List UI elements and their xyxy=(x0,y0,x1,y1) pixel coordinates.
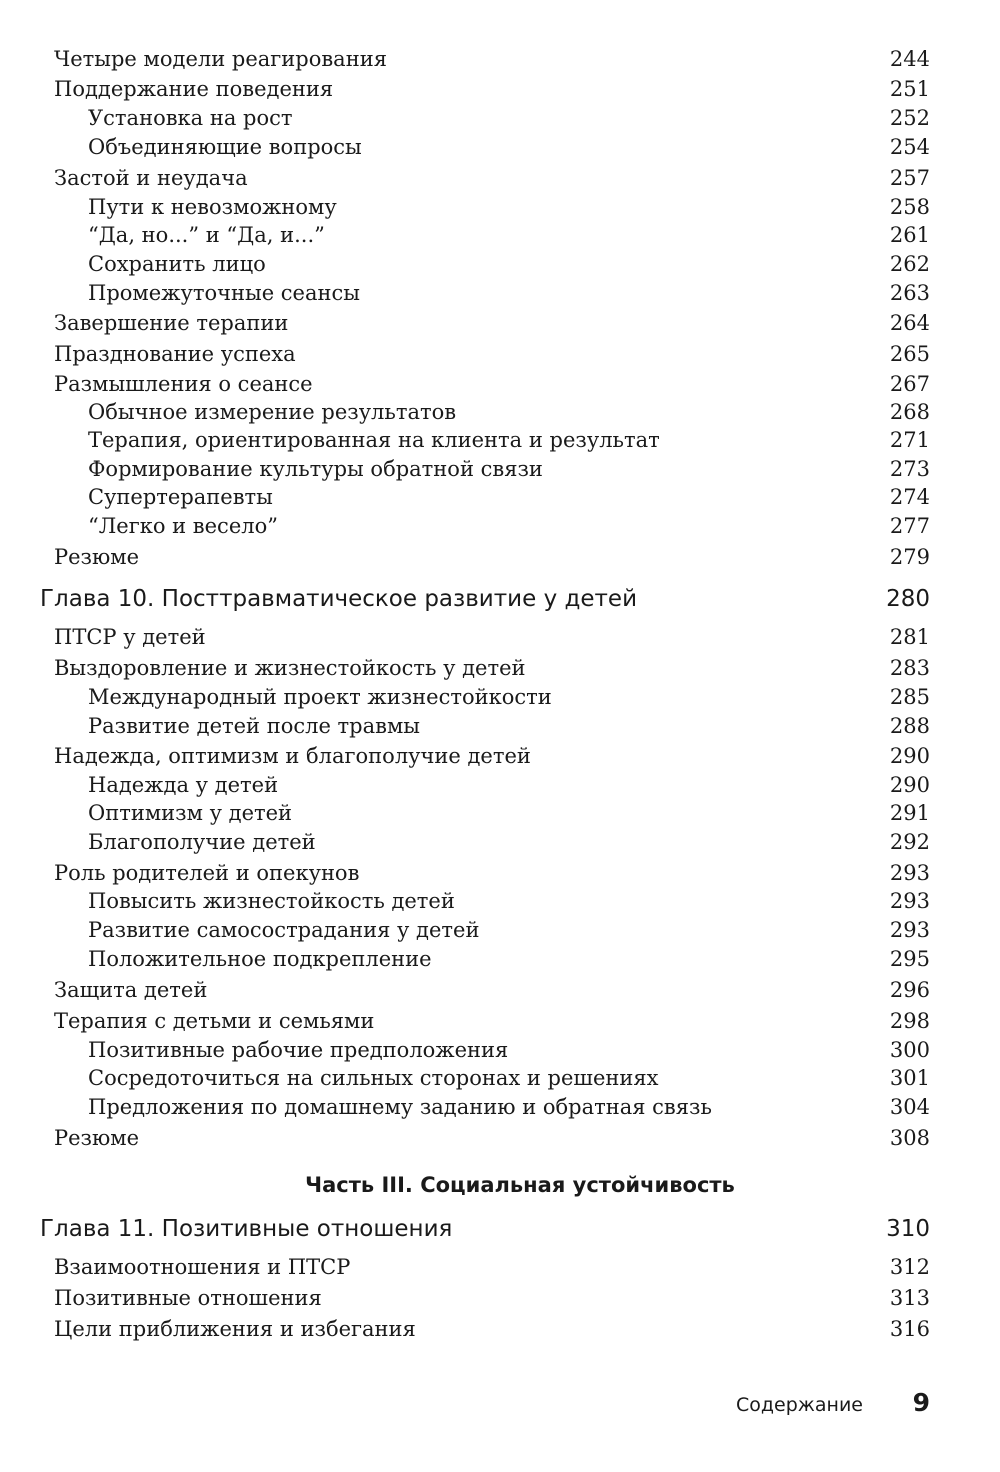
toc-entry-page: 254 xyxy=(889,135,930,159)
toc-entry-page: 244 xyxy=(889,47,930,71)
toc-entry-title: Позитивные рабочие предположения xyxy=(88,1038,509,1062)
running-footer-label: Содержание xyxy=(736,1394,863,1416)
toc-entry xyxy=(0,44,1000,74)
toc-entry-page: 283 xyxy=(889,656,930,680)
toc-entry xyxy=(0,103,1000,133)
toc-entry-page: 285 xyxy=(889,685,930,709)
toc-entry-title: Цели приближения и избегания xyxy=(54,1317,416,1341)
toc-entry-page: 293 xyxy=(889,889,930,913)
toc-entry-page: 271 xyxy=(889,428,930,452)
toc-entry-page: 281 xyxy=(889,625,930,649)
toc-entry-page: 308 xyxy=(889,1126,930,1150)
toc-entry-page: 261 xyxy=(889,223,930,247)
toc-entry-page: 277 xyxy=(889,514,930,538)
toc-entry-page: 295 xyxy=(889,947,930,971)
toc-entry-page: 316 xyxy=(889,1317,930,1341)
toc-entry xyxy=(0,1283,1000,1313)
toc-entry xyxy=(0,542,1000,572)
toc-entry-page: 252 xyxy=(889,106,930,130)
toc-entry-title: Поддержание поведения xyxy=(54,77,334,101)
toc-entry-title: Сосредоточиться на сильных сторонах и решениях xyxy=(88,1066,659,1090)
toc-entry-title: Резюме xyxy=(54,1126,140,1150)
toc-entry-page: 300 xyxy=(889,1038,930,1062)
toc-entry-title: Развитие детей после травмы xyxy=(88,714,421,738)
toc-entry xyxy=(0,1092,1000,1122)
toc-entry xyxy=(0,1252,1000,1282)
toc-entry-title: Повысить жизнестойкость детей xyxy=(88,889,455,913)
toc-entry-title: Резюме xyxy=(54,545,140,569)
toc-entry xyxy=(0,249,1000,279)
toc-entry-title: “Да, но...” и “Да, и...” xyxy=(88,223,325,247)
part-heading: Часть III. Социальная устойчивость xyxy=(305,1173,735,1197)
toc-entry xyxy=(0,622,1000,652)
toc-entry-page: 264 xyxy=(889,311,930,335)
toc-entry-title: Застой и неудача xyxy=(54,166,248,190)
toc-entry-page: 290 xyxy=(889,744,930,768)
toc-entry xyxy=(0,425,1000,455)
toc-entry-page: 312 xyxy=(889,1255,930,1279)
toc-entry-page: 293 xyxy=(889,918,930,942)
toc-entry-page: 304 xyxy=(889,1095,930,1119)
toc-entry-title: Оптимизм у детей xyxy=(88,801,293,825)
toc-entry xyxy=(0,682,1000,712)
toc-entry xyxy=(0,220,1000,250)
toc-entry-title: Терапия с детьми и семьями xyxy=(54,1009,375,1033)
toc-entry-title: Надежда у детей xyxy=(88,773,279,797)
toc-entry xyxy=(0,339,1000,369)
toc-entry-title: Позитивные отношения xyxy=(54,1286,322,1310)
toc-entry-title: ПТСР у детей xyxy=(54,625,206,649)
toc-entry-page: 313 xyxy=(889,1286,930,1310)
toc-entry-page: 291 xyxy=(889,801,930,825)
toc-entry xyxy=(0,798,1000,828)
toc-entry xyxy=(0,1006,1000,1036)
toc-entry-title: Формирование культуры обратной связи xyxy=(88,457,543,481)
toc-entry-page: 267 xyxy=(889,372,930,396)
toc-entry xyxy=(0,132,1000,162)
toc-entry-title: Международный проект жизнестойкости xyxy=(88,685,552,709)
toc-entry-title: Положительное подкрепление xyxy=(88,947,432,971)
toc-chapter xyxy=(0,584,1000,614)
toc-entry xyxy=(0,397,1000,427)
page-number: 9 xyxy=(912,1388,930,1417)
toc-entry xyxy=(0,1314,1000,1344)
toc-entry-page: 290 xyxy=(889,773,930,797)
toc-entry xyxy=(0,74,1000,104)
toc-entry-page: 262 xyxy=(889,252,930,276)
toc-entry-page: 288 xyxy=(889,714,930,738)
toc-entry xyxy=(0,369,1000,399)
toc-entry-title: Развитие самосострадания у детей xyxy=(88,918,480,942)
toc-entry-title: Завершение терапии xyxy=(54,311,289,335)
toc-entry xyxy=(0,975,1000,1005)
toc-entry-title: Сохранить лицо xyxy=(88,252,266,276)
toc-entry xyxy=(0,886,1000,916)
toc-entry xyxy=(0,163,1000,193)
toc-entry-title: Установка на рост xyxy=(88,106,293,130)
toc-entry-title: “Легко и весело” xyxy=(88,514,278,538)
toc-entry xyxy=(0,915,1000,945)
toc-entry xyxy=(0,944,1000,974)
toc-entry-page: 268 xyxy=(889,400,930,424)
toc-entry xyxy=(0,770,1000,800)
toc-entry xyxy=(0,511,1000,541)
toc-entry-page: 280 xyxy=(886,586,930,612)
toc-entry-title: Обычное измерение результатов xyxy=(88,400,457,424)
toc-entry xyxy=(0,192,1000,222)
toc-entry-page: 296 xyxy=(889,978,930,1002)
toc-entry-title: Защита детей xyxy=(54,978,208,1002)
toc-entry-title: Четыре модели реагирования xyxy=(54,47,387,71)
toc-entry-page: 298 xyxy=(889,1009,930,1033)
toc-entry-title: Предложения по домашнему заданию и обратная связь xyxy=(88,1095,712,1119)
toc-entry xyxy=(0,858,1000,888)
toc-entry-title: Пути к невозможному xyxy=(88,195,337,219)
toc-entry xyxy=(0,741,1000,771)
toc-entry xyxy=(0,278,1000,308)
toc-entry xyxy=(0,1063,1000,1093)
toc-entry xyxy=(0,827,1000,857)
toc-entry xyxy=(0,1123,1000,1153)
toc-entry-title: Терапия, ориентированная на клиента и результат xyxy=(88,428,660,452)
toc-entry-title: Супертерапевты xyxy=(88,485,273,509)
toc-entry-title: Надежда, оптимизм и благополучие детей xyxy=(54,744,531,768)
toc-entry-page: 258 xyxy=(889,195,930,219)
toc-entry xyxy=(0,1035,1000,1065)
toc-entry-title: Благополучие детей xyxy=(88,830,316,854)
toc-entry-title: Празднование успеха xyxy=(54,342,296,366)
toc-entry-title: Промежуточные сеансы xyxy=(88,281,360,305)
toc-entry-page: 274 xyxy=(889,485,930,509)
toc-entry-title: Глава 10. Посттравматическое развитие у детей xyxy=(40,586,638,612)
toc-entry-page: 257 xyxy=(889,166,930,190)
toc-entry-title: Роль родителей и опекунов xyxy=(54,861,360,885)
toc-chapter xyxy=(0,1214,1000,1244)
toc-entry-page: 279 xyxy=(889,545,930,569)
toc-entry-page: 292 xyxy=(889,830,930,854)
toc-entry xyxy=(0,711,1000,741)
toc-entry xyxy=(0,482,1000,512)
toc-entry xyxy=(0,653,1000,683)
toc-entry-title: Размышления о сеансе xyxy=(54,372,313,396)
toc-entry xyxy=(0,308,1000,338)
toc-entry-page: 310 xyxy=(886,1216,930,1242)
toc-entry xyxy=(0,454,1000,484)
toc-entry-page: 301 xyxy=(889,1066,930,1090)
toc-entry-page: 265 xyxy=(889,342,930,366)
toc-entry-title: Глава 11. Позитивные отношения xyxy=(40,1216,453,1242)
toc-entry-title: Взаимоотношения и ПТСР xyxy=(54,1255,351,1279)
toc-entry-page: 263 xyxy=(889,281,930,305)
toc-entry-page: 251 xyxy=(889,77,930,101)
toc-entry-title: Выздоровление и жизнестойкость у детей xyxy=(54,656,526,680)
toc-entry-title: Объединяющие вопросы xyxy=(88,135,362,159)
toc-entry-page: 293 xyxy=(889,861,930,885)
toc-entry-page: 273 xyxy=(889,457,930,481)
